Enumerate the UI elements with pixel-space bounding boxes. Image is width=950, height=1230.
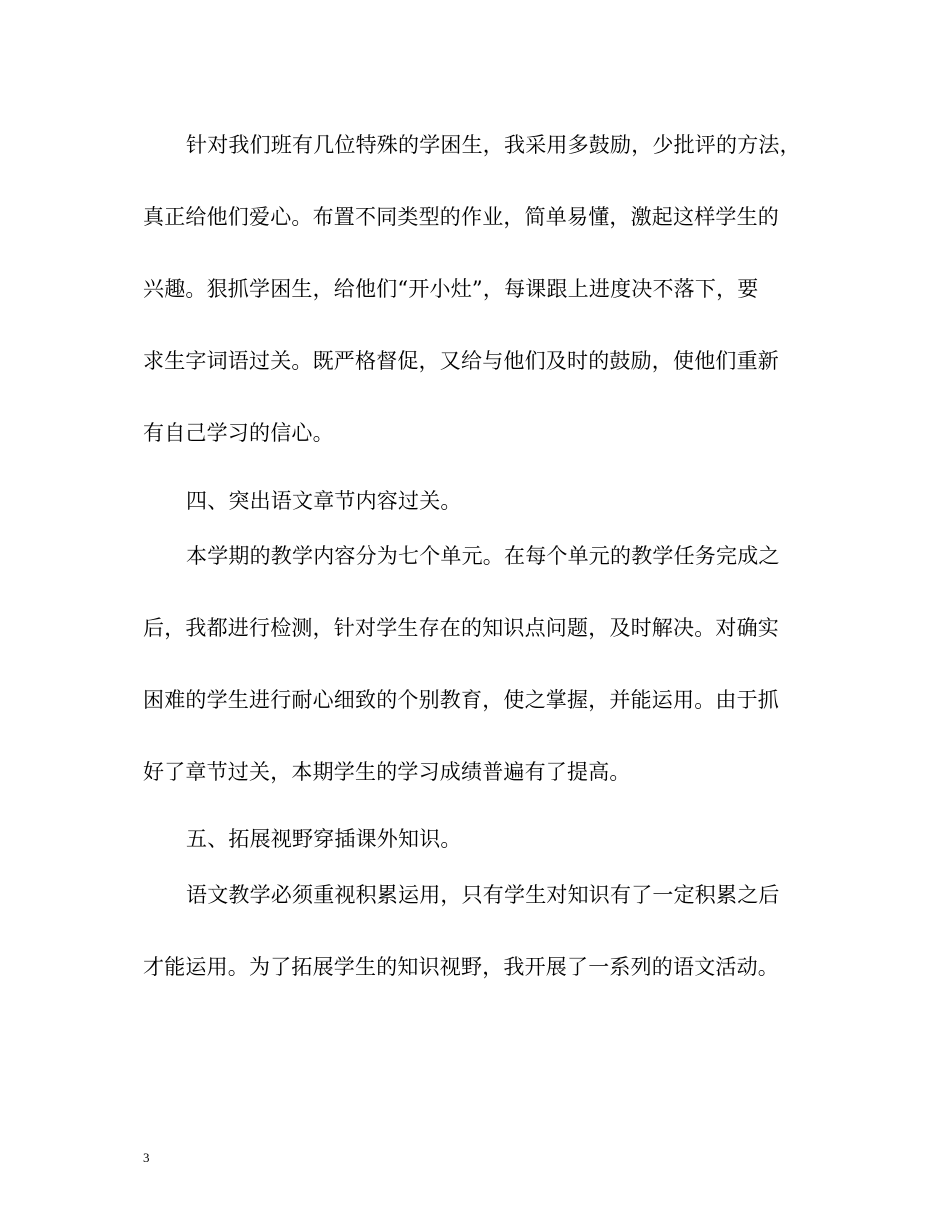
section-heading: 四、突出语文章节内容过关。 <box>186 489 462 513</box>
paragraph-line: 求生字词语过关。既严格督促，又给与他们及时的鼓励，使他们重新 <box>143 349 779 373</box>
paragraph-line: 才能运用。为了拓展学生的知识视野，我开展了一系列的语文活动。 <box>143 955 779 979</box>
page-number: 3 <box>143 1150 150 1165</box>
paragraph-line: 本学期的教学内容分为七个单元。在每个单元的教学任务完成之 <box>186 544 780 568</box>
paragraph-line: 真正给他们爱心。布置不同类型的作业，简单易懂，激起这样学生的 <box>143 205 779 229</box>
paragraph-line: 针对我们班有几位特殊的学困生，我采用多鼓励，少批评的方法， <box>186 133 801 157</box>
paragraph-line: 语文教学必须重视积累运用，只有学生对知识有了一定积累之后 <box>186 883 780 907</box>
paragraph-line: 兴趣。狠抓学困生，给他们“开小灶”，每课跟上进度决不落下，要 <box>143 277 759 301</box>
paragraph-line: 有自己学习的信心。 <box>143 421 334 445</box>
paragraph-line: 后，我都进行检测，针对学生存在的知识点问题，及时解决。对确实 <box>143 616 779 640</box>
paragraph-line: 困难的学生进行耐心细致的个别教育，使之掌握，并能运用。由于抓 <box>143 688 779 712</box>
paragraph-line: 好了章节过关，本期学生的学习成绩普遍有了提高。 <box>143 760 631 784</box>
section-heading: 五、拓展视野穿插课外知识。 <box>186 827 462 851</box>
